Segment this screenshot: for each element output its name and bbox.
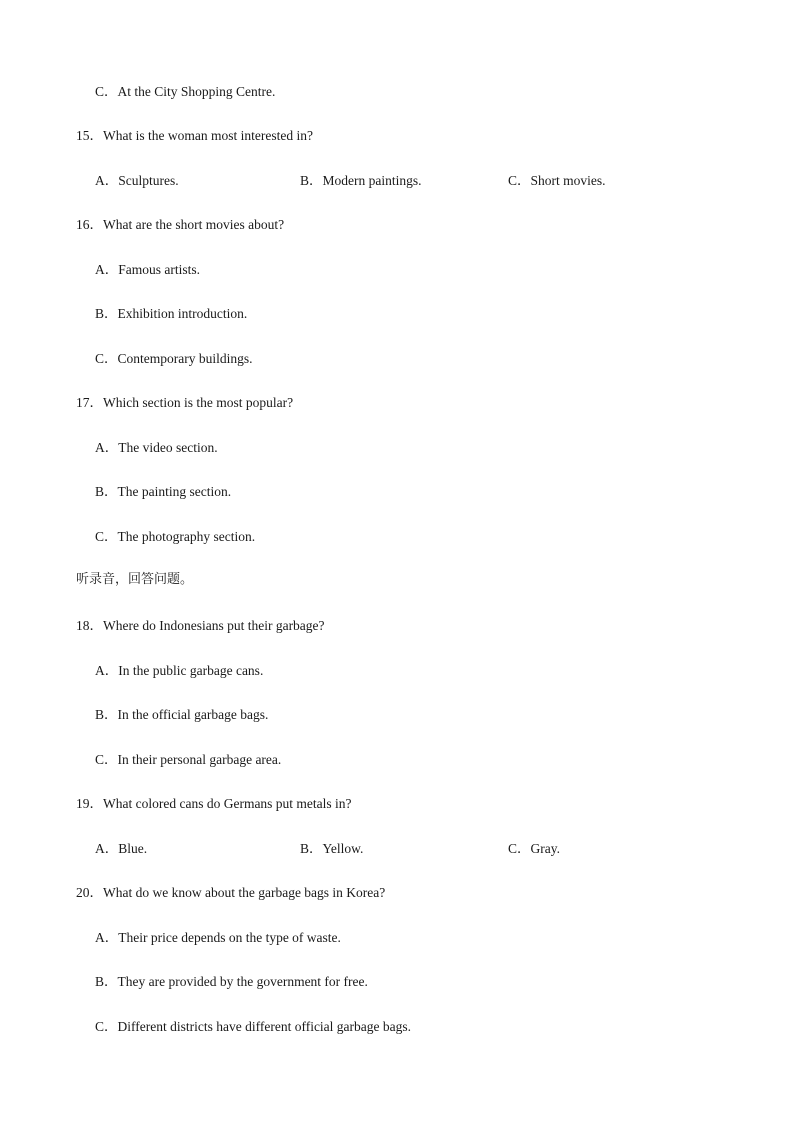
q19-option-b: B．Yellow.: [300, 841, 364, 856]
q17-option-a: A．The video section.: [95, 440, 218, 455]
q15-option-b: B．Modern paintings.: [300, 173, 422, 188]
q20-option-a: A．Their price depends on the type of waste.: [95, 930, 341, 945]
q19-option-a: A．Blue.: [95, 841, 148, 856]
section-instruction: 听录音，回答问题。: [76, 572, 194, 587]
q17-option-c: C．The photography section.: [95, 529, 256, 544]
q17-stem: 17．Which section is the most popular?: [76, 395, 294, 410]
q19-stem: 19．What colored cans do Germans put metals in?: [76, 796, 352, 811]
q20-stem: 20．What do we know about the garbage bags in Korea?: [76, 885, 386, 900]
q16-option-c: C．Contemporary buildings.: [95, 351, 253, 366]
q16-option-a: A．Famous artists.: [95, 262, 201, 277]
q18-option-b: B．In the official garbage bags.: [95, 707, 269, 722]
q15-stem: 15．What is the woman most interested in?: [76, 128, 313, 143]
q17-option-b: B．The painting section.: [95, 484, 232, 499]
q16-stem: 16．What are the short movies about?: [76, 217, 285, 232]
q20-option-b: B．They are provided by the government for free.: [95, 974, 368, 989]
q16-option-b: B．Exhibition introduction.: [95, 306, 248, 321]
q15-option-c: C．Short movies.: [508, 173, 606, 188]
q18-stem: 18．Where do Indonesians put their garbage?: [76, 618, 325, 633]
q18-option-a: A．In the public garbage cans.: [95, 663, 264, 678]
q14-option-c: C．At the City Shopping Centre.: [95, 84, 276, 99]
q20-option-c: C．Different districts have different official garbage bags.: [95, 1019, 412, 1034]
q18-option-c: C．In their personal garbage area.: [95, 752, 282, 767]
q15-option-a: A．Sculptures.: [95, 173, 179, 188]
q19-option-c: C．Gray.: [508, 841, 560, 856]
